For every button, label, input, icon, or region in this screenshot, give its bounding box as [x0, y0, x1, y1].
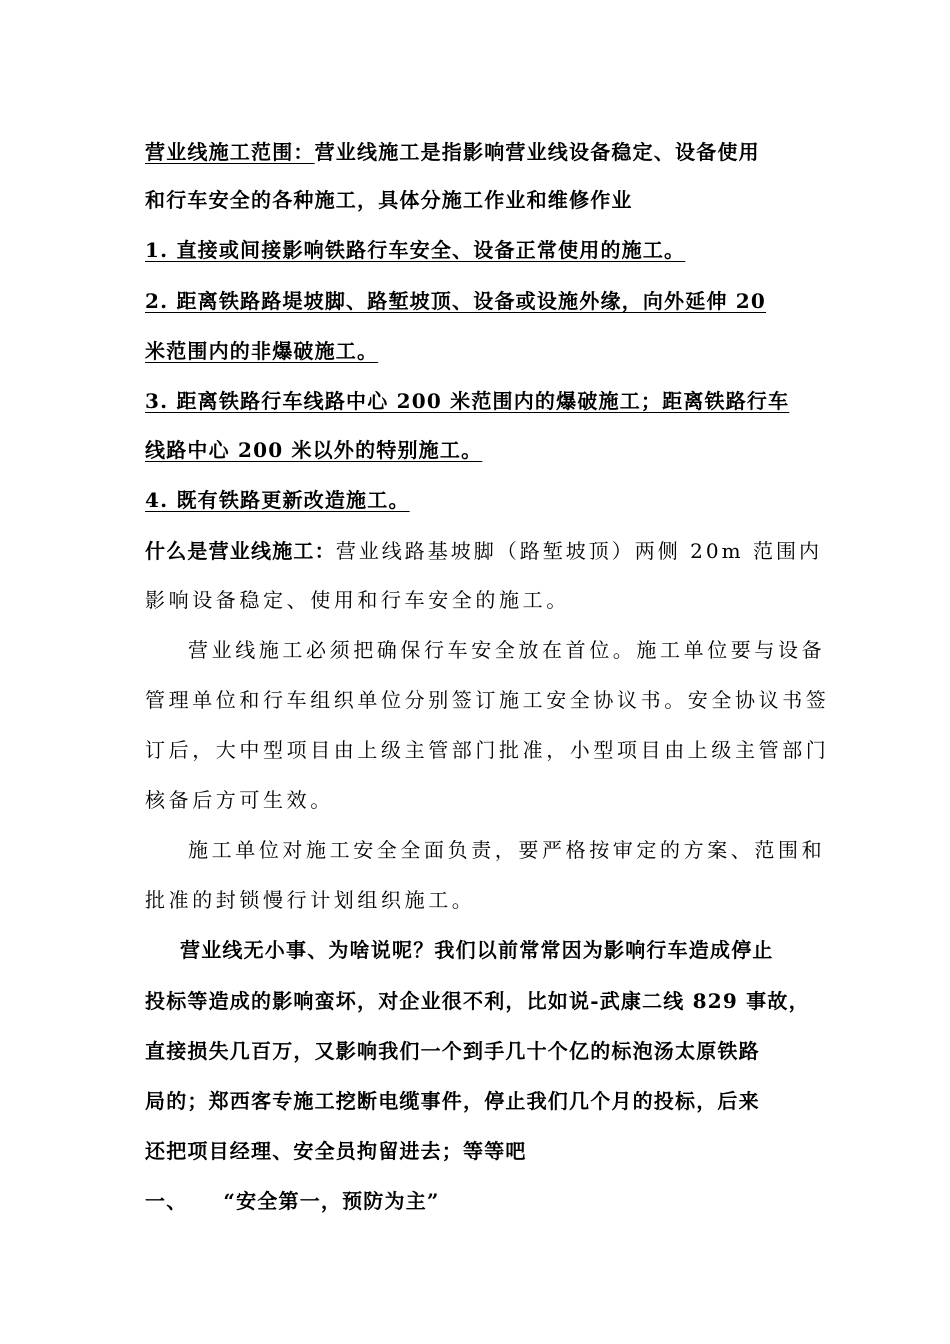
- section-heading: [145, 1187, 440, 1215]
- paragraph-1-line-1: 营业线施工必须把确保行车安全放在首位。施工单位要与设备: [188, 638, 826, 662]
- definition-heading: 什么是营业线施工：: [145, 539, 336, 563]
- paragraph-1-line-3: 订后，大中型项目由上级主管部门批准，小型项目由上级主管部门: [145, 738, 830, 762]
- paragraph-3-line-4: 局的；郑西客专施工挖断电缆事件，停止我们几个月的投标，后来: [145, 1089, 760, 1113]
- paragraph-1-line-4: 核备后方可生效。: [145, 788, 334, 812]
- scope-line-1: [145, 138, 760, 166]
- paragraph-3-line-1: 营业线无小事、为啥说呢？我们以前常常因为影响行车造成停止: [180, 938, 774, 962]
- paragraph-3-line-2: 投标等造成的影响蛮坏，对企业很不利，比如说-武康二线 829 事故，: [145, 989, 810, 1013]
- item-3-line-1: 3. 距离铁路行车线路中心 200 米范围内的爆破施工；距离铁路行车: [145, 389, 790, 413]
- paragraph-3-line-5: 还把项目经理、安全员拘留进去；等等吧: [145, 1139, 527, 1163]
- definition-text: 营业线路基坡脚（路堑坡顶）两侧 20m 范围内: [335, 539, 822, 563]
- item-4-line-1: 4. 既有铁路更新改造施工。: [145, 488, 410, 512]
- item-3-line-2: 线路中心 200 米以外的特别施工。: [145, 438, 483, 462]
- item-2-line-1: 2. 距离铁路路堤坡脚、路堑坡顶、设备或设施外缘，向外延伸 20: [145, 289, 767, 313]
- section-number: 一、: [145, 1189, 188, 1213]
- scope-text: 营业线施工是指影响营业线设备稳定、设备使用: [314, 140, 760, 164]
- section-title: “安全第一，预防为主”: [223, 1189, 440, 1213]
- definition-line-2: 影响设备稳定、使用和行车安全的施工。: [145, 588, 570, 612]
- paragraph-3-line-3: 直接损失几百万，又影响我们一个到手几十个亿的标泡汤太原铁路: [145, 1039, 760, 1063]
- definition-line-1: [145, 537, 822, 565]
- scope-heading: 营业线施工范围：: [145, 140, 315, 164]
- item-2-line-2: 米范围内的非爆破施工。: [145, 339, 379, 363]
- paragraph-1-line-2: 管理单位和行车组织单位分别签订施工安全协议书。安全协议书签: [145, 688, 830, 712]
- scope-line-2: 和行车安全的各种施工，具体分施工作业和维修作业: [145, 188, 633, 212]
- paragraph-2-line-2: 批准的封锁慢行计划组织施工。: [145, 888, 476, 912]
- paragraph-2-line-1: 施工单位对施工安全全面负责，要严格按审定的方案、范围和: [188, 838, 826, 862]
- item-1-line-1: 1. 直接或间接影响铁路行车安全、设备正常使用的施工。: [145, 238, 686, 262]
